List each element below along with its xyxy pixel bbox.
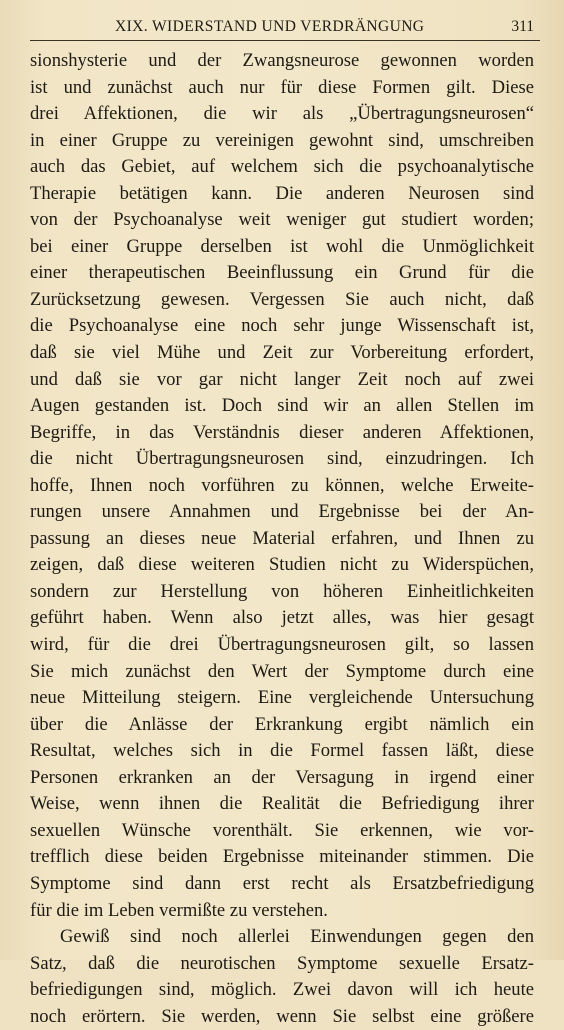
text-line: noch erörtern. Sie werden, wenn Sie selbst eine größere [30,1005,534,1027]
text-line: ist und zunächst auch nur für diese Formen gilt. Diese [30,76,534,98]
text-line: bei einer Gruppe derselben ist wohl die Unmöglichkeit [30,235,534,257]
text-line: sondern zur Herstellung von höheren Einheitlichkeiten [30,580,534,602]
text-line: Symptome sind dann erst recht als Ersatzbefriedigung [30,872,534,894]
text-line: sionshysterie und der Zwangsneurose gewonnen worden [30,50,534,71]
text-line: geführt haben. Wenn also jetzt alles, was hier gesagt [30,607,534,629]
text-line: Sie mich zunächst den Wert der Symptome durch eine [30,660,534,682]
text-line: die nicht Übertragungsneurosen sind, einzudringen. Ich [30,448,534,470]
text-line: Therapie betätigen kann. Die anderen Neurosen sind [30,182,534,204]
text-line: drei Affektionen, die wir als „Übertragungsneurosen“ [30,103,534,125]
text-line: Satz, daß die neurotischen Symptome sexuelle Ersatz- [30,952,534,974]
body-text [30,48,534,1030]
running-title: XIX. WIDERSTAND UND VERDRÄNGUNG [115,18,425,35]
text-line: und daß sie vor gar nicht langer Zeit noch auf zwei [30,368,534,390]
text-line: über die Anlässe der Erkrankung ergibt nämlich ein [30,713,534,735]
paragraph-end-line: für die im Leben vermißte zu verstehen. [30,899,328,921]
text-line: Zurücksetzung gewesen. Vergessen Sie auch nicht, daß [30,288,534,310]
text-line: rungen unsere Annahmen und Ergebnisse bei der An- [30,501,534,523]
text-line: sexuellen Wünsche vorenthält. Sie erkennen, wie vor- [30,819,534,841]
text-line: befriedigungen sind, möglich. Zwei davon will ich heute [30,979,534,1001]
text-line: Resultat, welches sich in die Formel fassen läßt, diese [30,740,534,762]
text-line: Begriffe, in das Verständnis dieser anderen Affektionen, [30,421,534,443]
text-line: neue Mitteilung steigern. Eine vergleichende Untersuchung [30,687,534,709]
text-line: von der Psychoanalyse weit weniger gut studiert worden; [30,209,534,231]
text-line: hoffe, Ihnen noch vorführen zu können, welche Erweite- [30,474,534,496]
text-line: daß sie viel Mühe und Zeit zur Vorbereitung erfordert, [30,342,534,364]
text-line: einer therapeutischen Beeinflussung ein Grund für die [30,262,534,284]
text-line: Personen erkranken an der Versagung in irgend einer [30,766,534,788]
text-line: auch das Gebiet, auf welchem sich die psychoanalytische [30,156,534,178]
text-line: Augen gestanden ist. Doch sind wir an allen Stellen im [30,395,534,417]
text-line: in einer Gruppe zu vereinigen gewohnt sind, umschreiben [30,129,534,151]
running-head [30,10,540,41]
text-line: zeigen, daß diese weiteren Studien nicht zu Widerspüchen, [30,554,534,576]
text-line: passung an dieses neue Material erfahren, und Ihnen zu [30,527,534,549]
paragraph-start-line: Gewiß sind noch allerlei Einwendungen gegen den [60,926,534,948]
text-line: wird, für die drei Übertragungsneurosen gilt, so lassen [30,634,534,656]
text-line: Weise, wenn ihnen die Realität die Befriedigung ihrer [30,793,534,815]
text-line: trefflich diese beiden Ergebnisse miteinander stimmen. Die [30,846,534,868]
page-number: 311 [511,18,534,35]
text-line: die Psychoanalyse eine noch sehr junge Wissenschaft ist, [30,315,534,337]
